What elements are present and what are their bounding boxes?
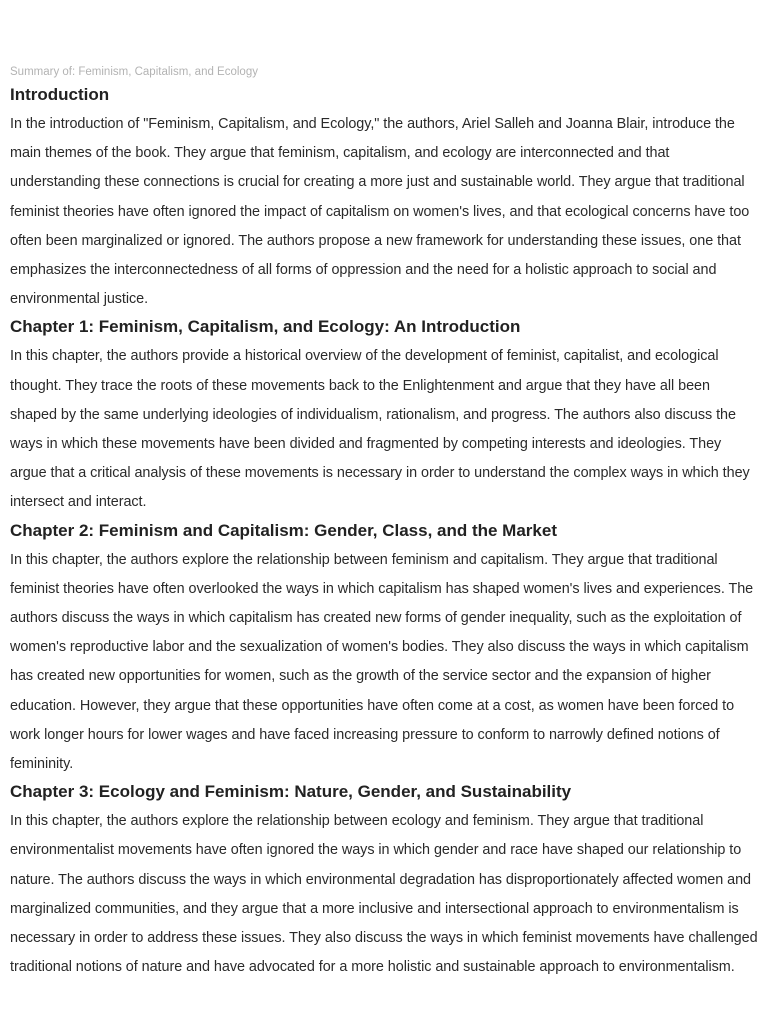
section-heading: Chapter 3: Ecology and Feminism: Nature, Gender, and Sustainability [10,782,572,802]
section-body: In this chapter, the authors explore the relationship between ecology and feminism. They argue that traditional environmentalist movements have often ignored the ways in which gender and race have shaped our relationship to nature. The authors discuss the ways in which environmental degradation has disproportionately affected women and marginalized communities, and they argue that a more inclusive and intersectional approach to environmentalism is necessary in order to address these issues. They also discuss the ways in which feminist movements have challenged traditional notions of nature and have advocated for a more holistic and sustainable approach to environmentalism. [10,813,758,976]
section-heading: Chapter 1: Feminism, Capitalism, and Ecology: An Introduction [10,317,521,337]
section-chapter-1 [10,316,759,517]
section-heading: Chapter 2: Feminism and Capitalism: Gender, Class, and the Market [10,520,557,540]
section-body: In this chapter, the authors explore the relationship between feminism and capitalism. They argue that traditional feminist theories have often overlooked the ways in which capitalism has shaped women's lives and experiences. The authors discuss the ways in which capitalism has created new forms of gender inequality, such as the exploitation of women's reproductive labor and the sexualization of women's bodies. They also discuss the ways in which capitalism has created new opportunities for women, such as the growth of the service sector and the expansion of higher education. However, they argue that these opportunities have often come at a cost, as women have been forced to work longer hours for lower wages and have faced increasing pressure to conform to narrowly defined notions of femininity. [10,551,754,773]
document-header-note: Summary of: Feminism, Capitalism, and Ecology [10,66,258,78]
section-chapter-2 [10,520,759,780]
section-body: In the introduction of "Feminism, Capitalism, and Ecology," the authors, Ariel Salleh and Joanna Blair, introduce the main themes of the book. They argue that feminism, capitalism, and ecology are interconnected and that understanding these connections is crucial for creating a more just and sustainable world. They argue that traditional feminist theories have often ignored the impact of capitalism on women's lives, and that ecological concerns have too often been marginalized or ignored. The authors propose a new framework for understanding these issues, one that emphasizes the interconnectedness of all forms of oppression and the need for a holistic approach to social and environmental justice. [10,116,750,308]
section-chapter-3 [10,781,759,982]
section-heading: Introduction [10,85,110,104]
section-body: In this chapter, the authors provide a historical overview of the development of feminist, capitalist, and ecological thought. They trace the roots of these movements back to the Enlightenment and argue that they have all been shaped by the same underlying ideologies of individualism, rationalism, and progress. The authors also discuss the ways in which these movements have been divided and fragmented by competing interests and ideologies. They argue that a critical analysis of these movements is necessary in order to understand the complex ways in which they intersect and interact. [10,348,750,511]
section-introduction [10,84,759,314]
